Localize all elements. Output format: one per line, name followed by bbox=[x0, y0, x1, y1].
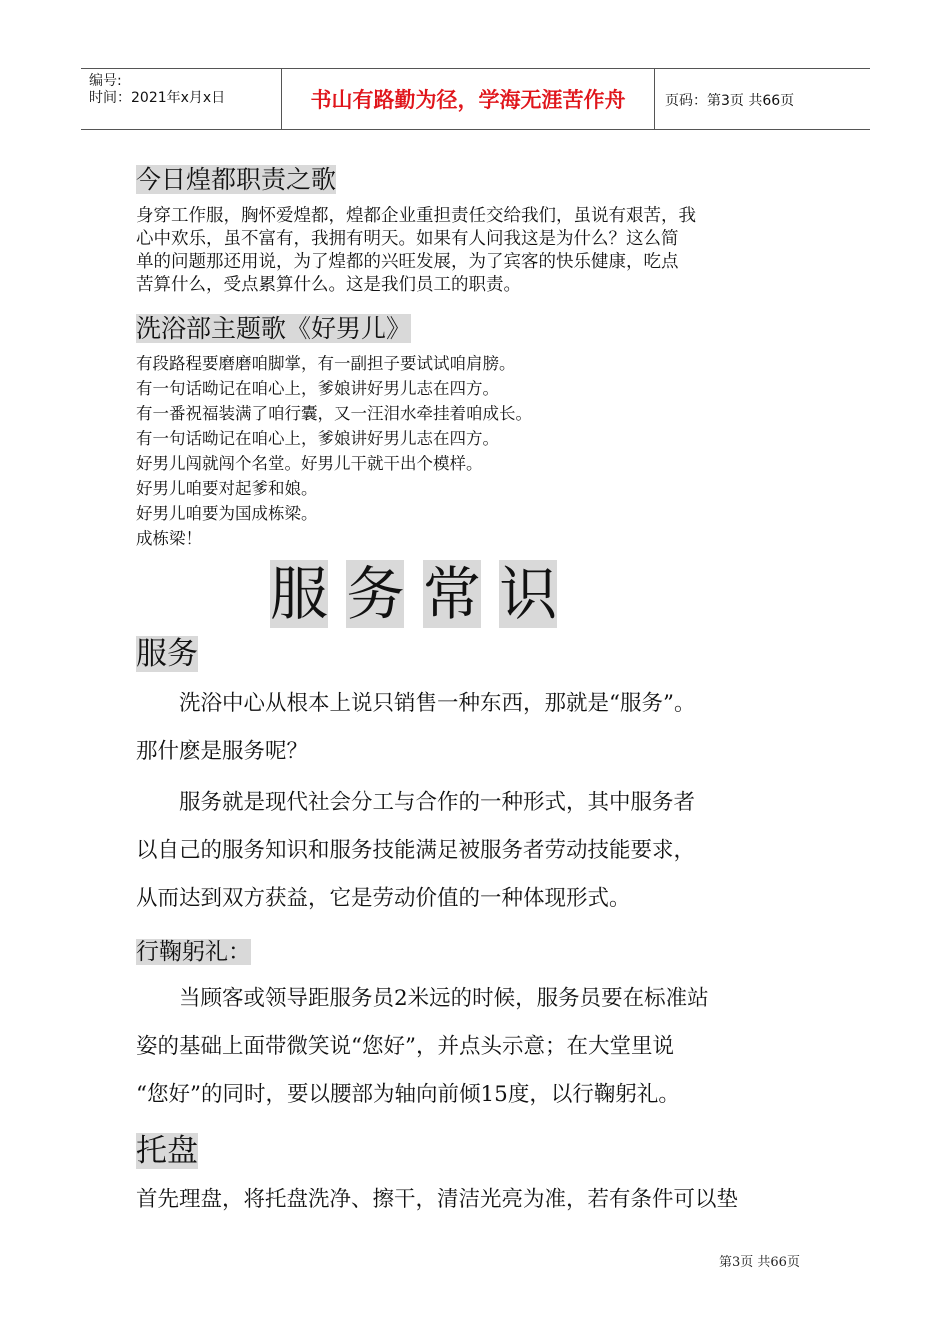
service-paragraph-1 bbox=[136, 680, 816, 776]
bow-heading: 行鞠躬礼： bbox=[136, 939, 251, 965]
lyric-line: 好男儿咱要对起爹和娘。 bbox=[136, 479, 318, 498]
title-char: 识 bbox=[499, 560, 558, 628]
lyric-line: 有一句话呦记在咱心上，爹娘讲好男儿志在四方。 bbox=[136, 429, 499, 448]
service-line: 洗浴中心从根本上说只销售一种东西，那就是“服务”。 bbox=[179, 691, 696, 716]
service-line: 从而达到双方获益，它是劳动价值的一种体现形式。 bbox=[136, 886, 631, 911]
lyric-line: 有一句话呦记在咱心上，爹娘讲好男儿志在四方。 bbox=[136, 379, 499, 398]
header-page-label: 页码：第3页 共66页 bbox=[665, 93, 795, 109]
duty-song-line: 苦算什么，受点累算什么。这是我们员工的职责。 bbox=[136, 275, 521, 295]
duty-song-title: 今日煌都职责之歌 bbox=[136, 165, 337, 194]
service-knowledge-title bbox=[270, 560, 557, 628]
page-header bbox=[81, 68, 870, 130]
tray-paragraph bbox=[136, 1176, 816, 1224]
lyric-line: 好男儿咱要为国成栋梁。 bbox=[136, 504, 318, 523]
header-motto: 书山有路勤为径，学海无涯苦作舟 bbox=[310, 88, 626, 112]
lyric-line: 有一番祝福装满了咱行囊，又一汪泪水牵挂着咱成长。 bbox=[136, 404, 532, 423]
tray-heading: 托盘 bbox=[136, 1133, 198, 1169]
lyric-line: 有段路程要磨磨咱脚掌，有一副担子要试试咱肩膀。 bbox=[136, 354, 516, 373]
theme-song-lyrics bbox=[136, 351, 532, 551]
service-heading: 服务 bbox=[136, 636, 198, 672]
service-paragraph-2 bbox=[136, 779, 816, 923]
bow-line: 姿的基础上面带微笑说“您好”，并点头示意；在大堂里说 bbox=[136, 1034, 674, 1059]
title-char: 常 bbox=[422, 560, 481, 628]
duty-song-line: 身穿工作服，胸怀爱煌都，煌都企业重担责任交给我们，虽说有艰苦，我 bbox=[136, 206, 696, 226]
bow-line: “您好”的同时，要以腰部为轴向前倾15度，以行鞠躬礼。 bbox=[136, 1082, 680, 1107]
service-line: 以自己的服务知识和服务技能满足被服务者劳动技能要求， bbox=[136, 838, 696, 863]
duty-song-text bbox=[136, 205, 816, 297]
header-divider-right bbox=[654, 68, 655, 130]
lyric-line: 成栋梁！ bbox=[136, 529, 202, 548]
tray-line: 首先理盘，将托盘洗净、擦干，清洁光亮为准，若有条件可以垫 bbox=[136, 1187, 739, 1212]
lyric-line: 好男儿闯就闯个名堂。好男儿干就干出个模样。 bbox=[136, 454, 483, 473]
header-time-label: 时间：2021年x月x日 bbox=[89, 90, 226, 106]
header-number-label: 编号: bbox=[89, 73, 122, 89]
title-char: 务 bbox=[346, 560, 405, 628]
theme-song-title: 洗浴部主题歌《好男儿》 bbox=[136, 314, 412, 343]
page-footer: 第3页 共66页 bbox=[719, 1255, 800, 1270]
duty-song-line: 心中欢乐，虽不富有，我拥有明天。如果有人问我这是为什么？这么简 bbox=[136, 229, 679, 249]
bow-line: 当顾客或领导距服务员2米远的时候，服务员要在标准站 bbox=[179, 986, 709, 1011]
duty-song-line: 单的问题那还用说，为了煌都的兴旺发展，为了宾客的快乐健康，吃点 bbox=[136, 252, 679, 272]
service-line: 服务就是现代社会分工与合作的一种形式，其中服务者 bbox=[179, 790, 696, 815]
service-line: 那什麽是服务呢？ bbox=[136, 739, 309, 764]
bow-paragraph bbox=[136, 975, 816, 1119]
title-char: 服 bbox=[270, 560, 329, 628]
